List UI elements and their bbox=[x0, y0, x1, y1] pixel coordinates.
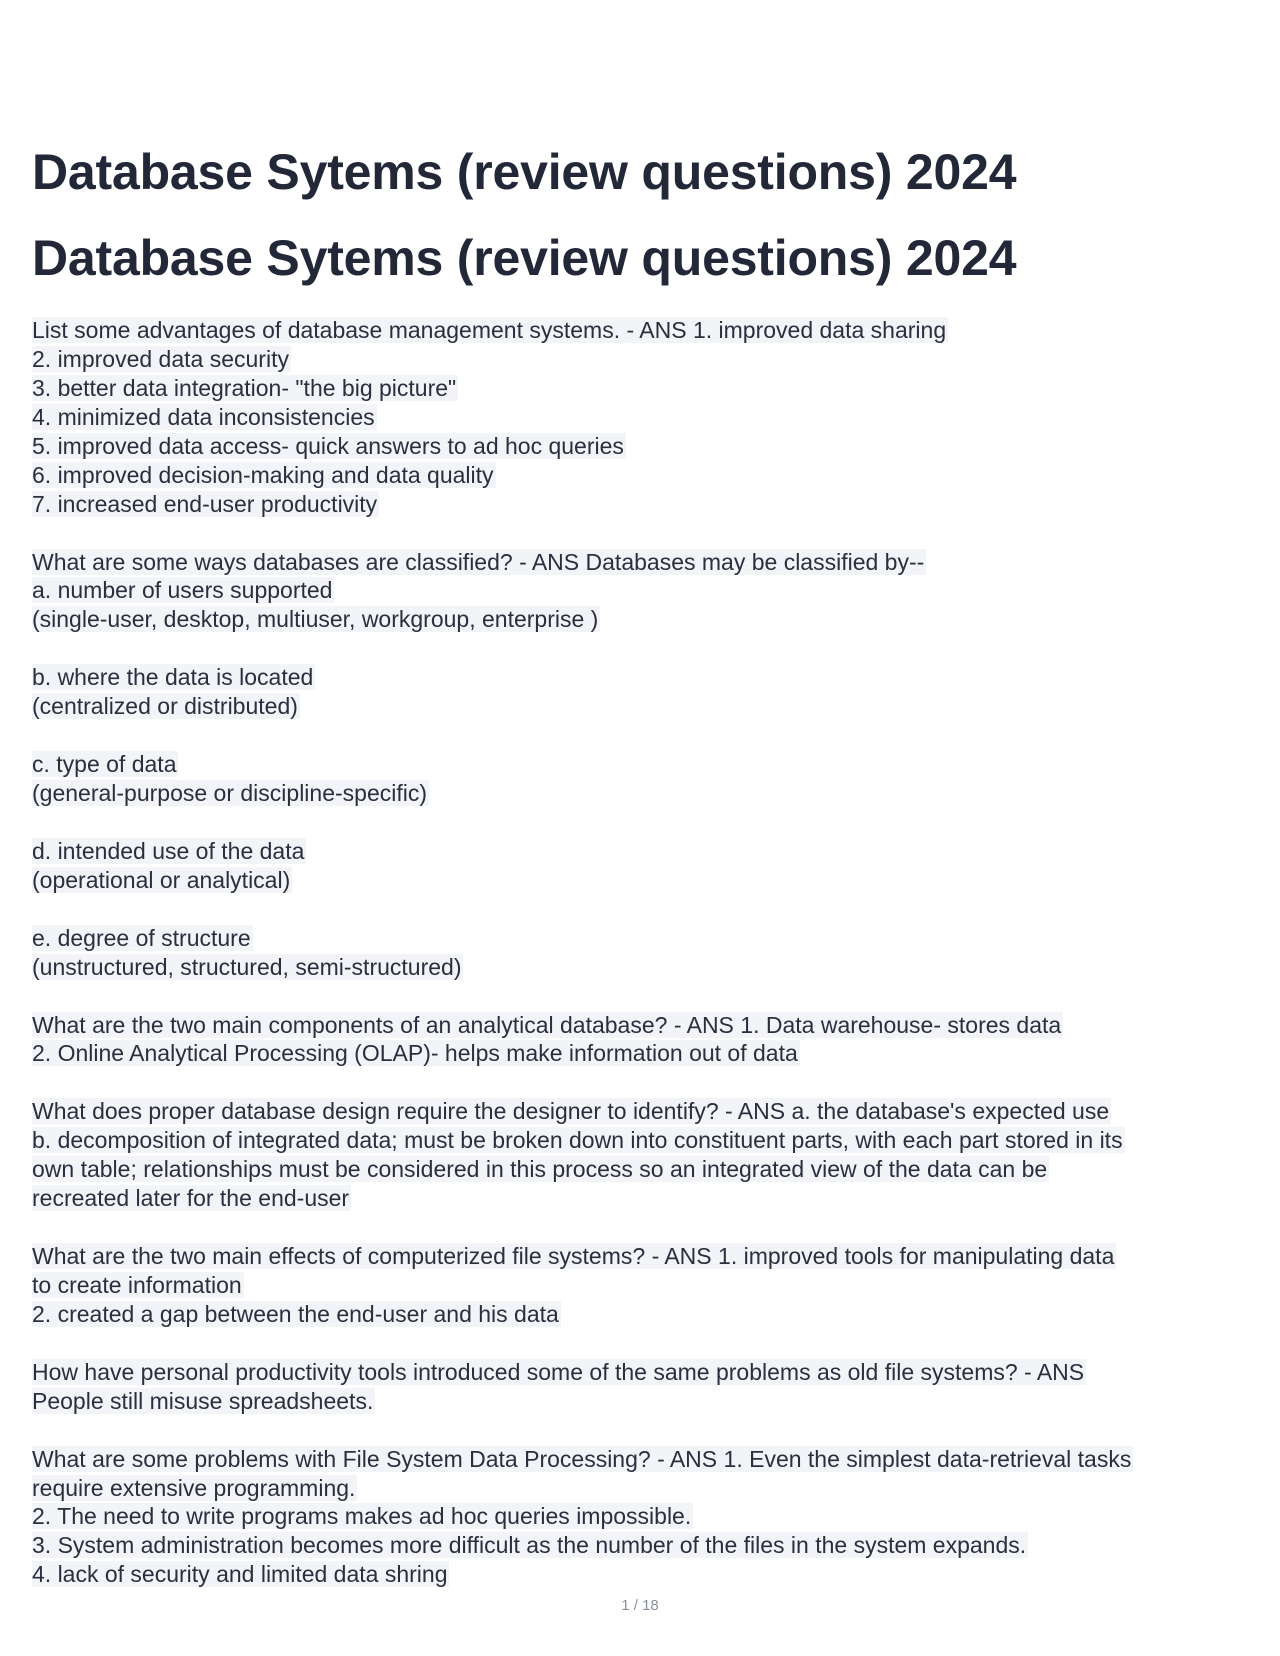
text-line bbox=[32, 1416, 1252, 1445]
text-line bbox=[32, 750, 1252, 779]
text-line bbox=[32, 403, 1252, 432]
text-line-content: e. degree of structure bbox=[32, 924, 251, 951]
text-line bbox=[32, 779, 1252, 808]
text-line bbox=[32, 576, 1252, 605]
text-line bbox=[32, 1531, 1252, 1560]
text-line-content: b. decomposition of integrated data; must be broken down into constituent parts, with each part stored in its bbox=[32, 1127, 1123, 1154]
text-line bbox=[32, 1358, 1252, 1387]
text-line-content: b. where the data is located bbox=[32, 664, 314, 691]
text-line-content: recreated later for the end-user bbox=[32, 1185, 350, 1212]
text-line-content: How have personal productivity tools introduced some of the same problems as old file systems? - ANS bbox=[32, 1358, 1085, 1385]
text-line-content: a. number of users supported bbox=[32, 577, 333, 604]
text-line-content: 4. minimized data inconsistencies bbox=[32, 403, 375, 430]
text-line-content: (centralized or distributed) bbox=[32, 693, 298, 720]
text-line-content: c. type of data bbox=[32, 751, 177, 778]
text-line bbox=[32, 866, 1252, 895]
text-line bbox=[32, 808, 1252, 837]
text-line-content: own table; relationships must be considered in this process so an integrated view of the data can be bbox=[32, 1156, 1048, 1183]
text-line bbox=[32, 1445, 1252, 1474]
text-line bbox=[32, 895, 1252, 924]
text-line-content: (unstructured, structured, semi-structured) bbox=[32, 953, 462, 980]
text-line-content: 4. lack of security and limited data shring bbox=[32, 1561, 448, 1588]
text-line bbox=[32, 837, 1252, 866]
text-line bbox=[32, 1474, 1252, 1503]
text-line-content: (operational or analytical) bbox=[32, 866, 291, 893]
text-line-content: 2. The need to write programs makes ad hoc queries impossible. bbox=[32, 1503, 692, 1530]
text-line bbox=[32, 1329, 1252, 1358]
text-line bbox=[32, 982, 1252, 1011]
text-line bbox=[32, 1242, 1252, 1271]
text-line bbox=[32, 548, 1252, 577]
text-line bbox=[32, 1097, 1252, 1126]
text-line bbox=[32, 432, 1252, 461]
text-line-content: 6. improved decision-making and data quality bbox=[32, 461, 494, 488]
text-line-content: List some advantages of database management systems. - ANS 1. improved data sharing bbox=[32, 317, 947, 343]
text-line bbox=[32, 519, 1252, 548]
text-line bbox=[32, 1213, 1252, 1242]
text-line-content: What does proper database design require the designer to identify? - ANS a. the database's expected use bbox=[32, 1098, 1110, 1125]
text-line-content: 2. improved data security bbox=[32, 345, 289, 372]
text-line bbox=[32, 1271, 1252, 1300]
text-line-content: What are some problems with File System Data Processing? - ANS 1. Even the simplest data-retrieval tasks bbox=[32, 1445, 1132, 1472]
text-line-content: to create information bbox=[32, 1271, 242, 1298]
text-line bbox=[32, 316, 1252, 345]
text-line-content: 5. improved data access- quick answers to ad hoc queries bbox=[32, 432, 624, 459]
text-line bbox=[32, 345, 1252, 374]
text-line bbox=[32, 490, 1252, 519]
text-line-content: What are the two main effects of computerized file systems? - ANS 1. improved tools for manipulating data bbox=[32, 1243, 1115, 1269]
page-subtitle: Database Sytems (review questions) 2024 bbox=[32, 230, 1017, 286]
document-body bbox=[32, 316, 1252, 1589]
text-line bbox=[32, 605, 1252, 634]
text-line bbox=[32, 1011, 1252, 1040]
text-line bbox=[32, 721, 1252, 750]
text-line bbox=[32, 1387, 1252, 1416]
text-line-content: (general-purpose or discipline-specific) bbox=[32, 780, 428, 806]
text-line bbox=[32, 1300, 1252, 1329]
text-line-content: People still misuse spreadsheets. bbox=[32, 1387, 374, 1414]
text-line-content: What are some ways databases are classified? - ANS Databases may be classified by-- bbox=[32, 548, 925, 575]
text-line bbox=[32, 924, 1252, 953]
text-line bbox=[32, 663, 1252, 692]
text-line bbox=[32, 953, 1252, 982]
text-line-content: 3. System administration becomes more difficult as the number of the files in the system expands. bbox=[32, 1532, 1027, 1559]
text-line bbox=[32, 692, 1252, 721]
text-line bbox=[32, 461, 1252, 490]
text-line-content: 7. increased end-user productivity bbox=[32, 490, 378, 517]
text-line bbox=[32, 374, 1252, 403]
text-line bbox=[32, 1155, 1252, 1184]
text-line-content: 2. created a gap between the end-user and his data bbox=[32, 1300, 559, 1327]
text-line bbox=[32, 634, 1252, 663]
text-line-content: 3. better data integration- "the big picture" bbox=[32, 374, 457, 401]
text-line bbox=[32, 1126, 1252, 1155]
text-line-content: d. intended use of the data bbox=[32, 837, 305, 864]
text-line-content: What are the two main components of an analytical database? - ANS 1. Data warehouse- stores data bbox=[32, 1011, 1062, 1038]
text-line bbox=[32, 1039, 1252, 1068]
text-line bbox=[32, 1068, 1252, 1097]
text-line-content: (single-user, desktop, multiuser, workgroup, enterprise ) bbox=[32, 606, 599, 633]
text-line bbox=[32, 1184, 1252, 1213]
text-line bbox=[32, 1502, 1252, 1531]
text-line-content: 2. Online Analytical Processing (OLAP)- helps make information out of data bbox=[32, 1040, 798, 1067]
text-line-content: require extensive programming. bbox=[32, 1474, 356, 1501]
page-number: 1 / 18 bbox=[621, 1597, 659, 1614]
page-title: Database Sytems (review questions) 2024 bbox=[32, 144, 1017, 200]
text-line bbox=[32, 1560, 1252, 1589]
